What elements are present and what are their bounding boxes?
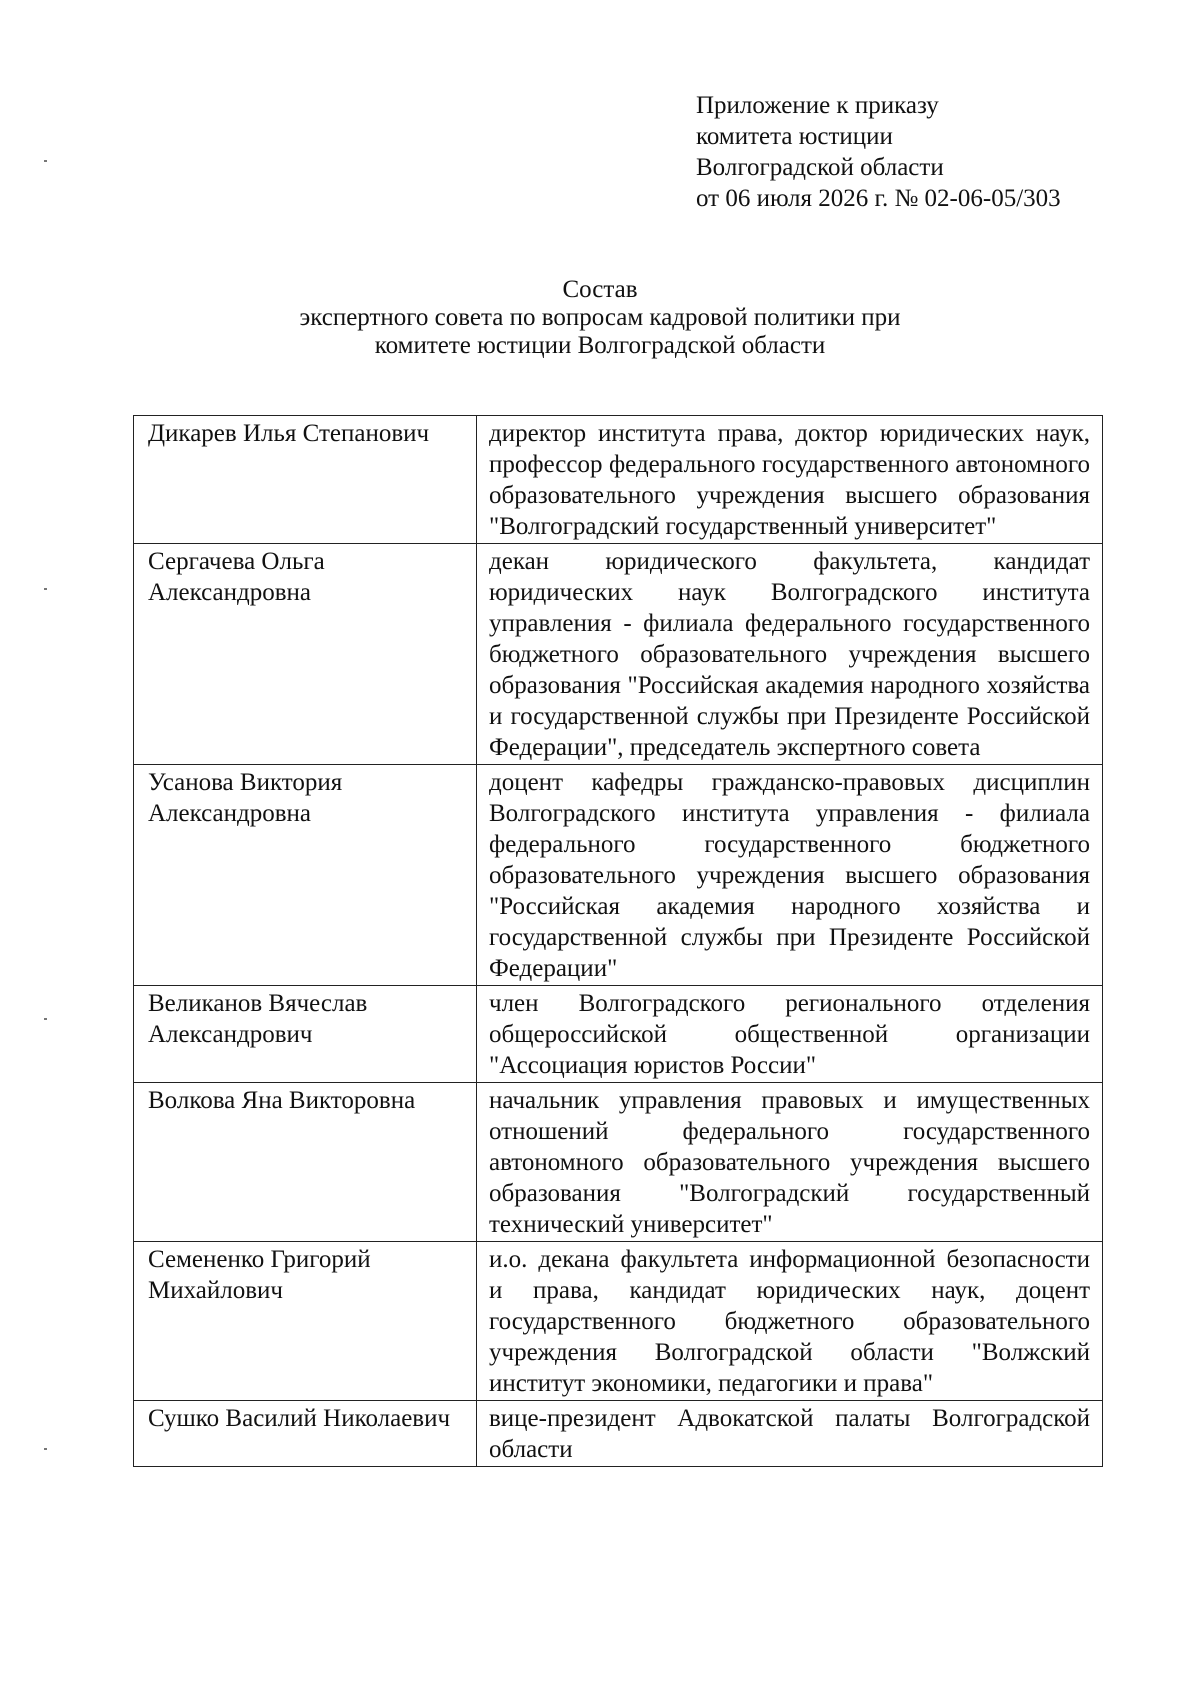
table-row [134, 765, 1103, 986]
table-row [134, 1083, 1103, 1242]
member-role: доцент кафедры гражданско-правовых дисциплин Волгоградского института управления - филиала федерального государственного бюджетного образовательного учреждения высшего образования "Российская академия народного хозяйства и государственной службы при Президенте Российской Федерации" [477, 765, 1103, 986]
appendix-header [696, 90, 1061, 214]
document-title [0, 276, 1200, 360]
member-name: Сушко Василий Николаевич [134, 1401, 477, 1467]
member-name: Волкова Яна Викторовна [134, 1083, 477, 1242]
title-line: экспертного совета по вопросам кадровой политики при [299, 304, 901, 331]
member-role: начальник управления правовых и имущественных отношений федерального государственного автономного образовательного учреждения высшего образования "Волгоградский государственный технический университет" [477, 1083, 1103, 1242]
table-row [134, 1401, 1103, 1467]
scan-dot [44, 160, 47, 162]
scan-dot [44, 1448, 47, 1450]
member-role: декан юридического факультета, кандидат юридических наук Волгоградского института управления - филиала федерального государственного бюджетного образовательного учреждения высшего образования "Российская академия народного хозяйства и государственной службы при Президенте Российской Федерации", председатель экспертного совета [477, 544, 1103, 765]
member-role: вице-президент Адвокатской палаты Волгоградской области [477, 1401, 1103, 1467]
title-line: Состав [562, 276, 638, 303]
member-role: член Волгоградского регионального отделения общероссийской общественной организации "Ассоциация юристов России" [477, 986, 1103, 1083]
title-line: комитете юстиции Волгоградской области [374, 332, 826, 359]
members-table [133, 415, 1103, 1467]
member-role: директор института права, доктор юридических наук, профессор федерального государственного автономного образовательного учреждения высшего образования "Волгоградский государственный университет" [477, 416, 1103, 544]
scan-dot [44, 588, 47, 590]
appendix-line: Волгоградской области [696, 154, 944, 181]
scan-dot [44, 1018, 47, 1020]
appendix-line: комитета юстиции [696, 123, 893, 150]
appendix-line: Приложение к приказу [696, 92, 939, 119]
table-row [134, 416, 1103, 544]
member-role: и.о. декана факультета информационной безопасности и права, кандидат юридических наук, доцент государственного бюджетного образовательного учреждения Волгоградской области "Волжский институт экономики, педагогики и права" [477, 1242, 1103, 1401]
member-name: Усанова Виктория Александровна [134, 765, 477, 986]
table-row [134, 986, 1103, 1083]
member-name: Великанов Вячеслав Александрович [134, 986, 477, 1083]
table-row [134, 544, 1103, 765]
member-name: Дикарев Илья Степанович [134, 416, 477, 544]
member-name: Сергачева Ольга Александровна [134, 544, 477, 765]
member-name: Семененко Григорий Михайлович [134, 1242, 477, 1401]
appendix-order-reference: от 06 июля 2026 г. № 02-06-05/303 [696, 185, 1061, 212]
table-row [134, 1242, 1103, 1401]
